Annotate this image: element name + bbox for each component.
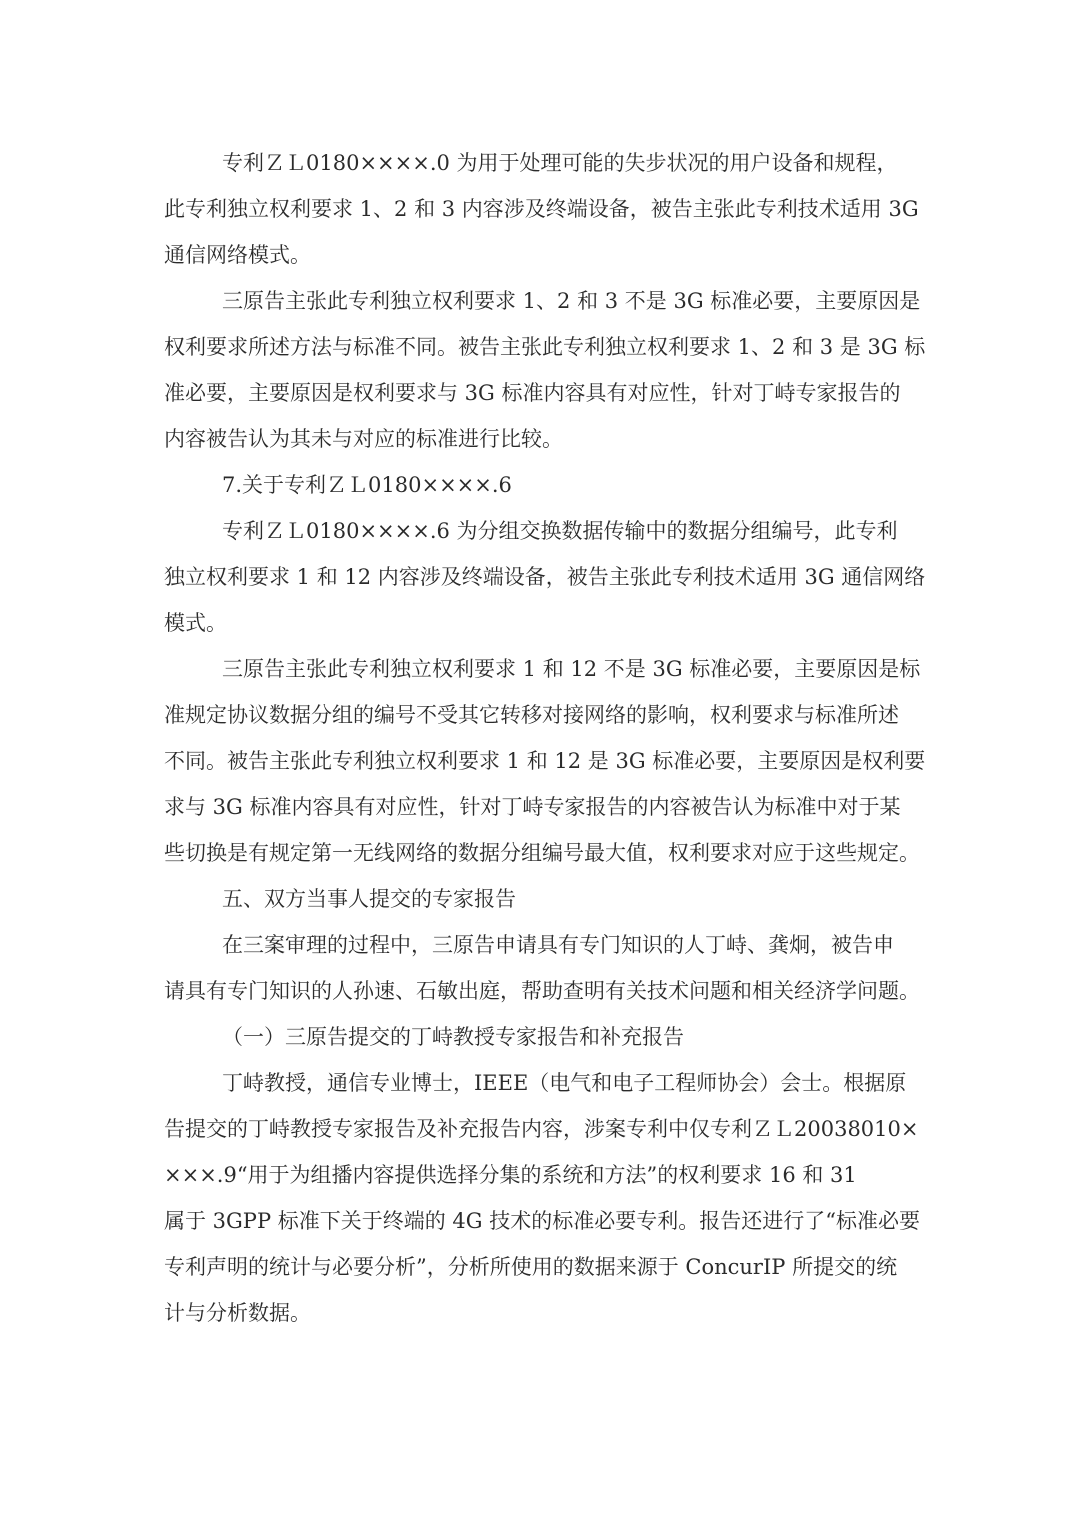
text-line-7: 内容被告认为其未与对应的标准进行比较。 [164,427,563,451]
text-line-5: 权利要求所述方法与标准不同。被告主张此专利独立权利要求 1、2 和 3 是 3G 标 [164,335,926,359]
text-line-12: 三原告主张此专利独立权利要求 1 和 12 不是 3G 标准必要，主要原因是标 [222,657,921,681]
text-line-9: 专利ＺＬ0180××××.6 为分组交换数据传输中的数据分组编号，此专利 [222,519,898,543]
text-line-11: 模式。 [164,611,227,635]
text-line-21: 丁峙教授，通信专业博士，IEEE（电气和电子工程师协会）会士。根据原 [222,1071,907,1095]
text-line-22: 告提交的丁峙教授专家报告及补充报告内容，涉案专利中仅专利ＺＬ20038010× [164,1117,919,1141]
text-line-24: 属于 3GPP 标准下关于终端的 4G 技术的标准必要专利。报告还进行了“标准必要 [164,1209,920,1233]
text-line-14: 不同。被告主张此专利独立权利要求 1 和 12 是 3G 标准必要，主要原因是权利要 [164,749,926,773]
text-line-23: ×××.9“用于为组播内容提供选择分集的系统和方法”的权利要求 16 和 31 [164,1163,857,1187]
text-line-26: 计与分析数据。 [164,1301,311,1325]
text-line-18: 在三案审理的过程中，三原告申请具有专门知识的人丁峙、龚炯，被告申 [222,933,894,957]
text-line-4: 三原告主张此专利独立权利要求 1、2 和 3 不是 3G 标准必要，主要原因是 [222,289,921,313]
subsection-heading-1: （一）三原告提交的丁峙教授专家报告和补充报告 [222,1025,684,1049]
text-line-15: 求与 3G 标准内容具有对应性，针对丁峙专家报告的内容被告认为标准中对于某 [164,795,901,819]
text-line-25: 专利声明的统计与必要分析”，分析所使用的数据来源于 ConcurIP 所提交的统 [164,1255,898,1279]
section-heading-7: 7.关于专利ＺＬ0180××××.6 [222,473,512,497]
section-heading-5: 五、双方当事人提交的专家报告 [222,887,516,911]
text-line-19: 请具有专门知识的人孙速、石敏出庭，帮助查明有关技术问题和相关经济学问题。 [164,979,920,1003]
text-line-3: 通信网络模式。 [164,243,311,267]
text-line-16: 些切换是有规定第一无线网络的数据分组编号最大值，权利要求对应于这些规定。 [164,841,920,865]
text-line-6: 准必要，主要原因是权利要求与 3G 标准内容具有对应性，针对丁峙专家报告的 [164,381,901,405]
text-line-2: 此专利独立权利要求 1、2 和 3 内容涉及终端设备，被告主张此专利技术适用 3G [164,197,919,221]
text-line-10: 独立权利要求 1 和 12 内容涉及终端设备，被告主张此专利技术适用 3G 通信网络 [164,565,926,589]
text-line-13: 准规定协议数据分组的编号不受其它转移对接网络的影响，权利要求与标准所述 [164,703,899,727]
text-line-1: 专利ＺＬ0180××××.0 为用于处理可能的失步状况的用户设备和规程， [222,151,898,175]
